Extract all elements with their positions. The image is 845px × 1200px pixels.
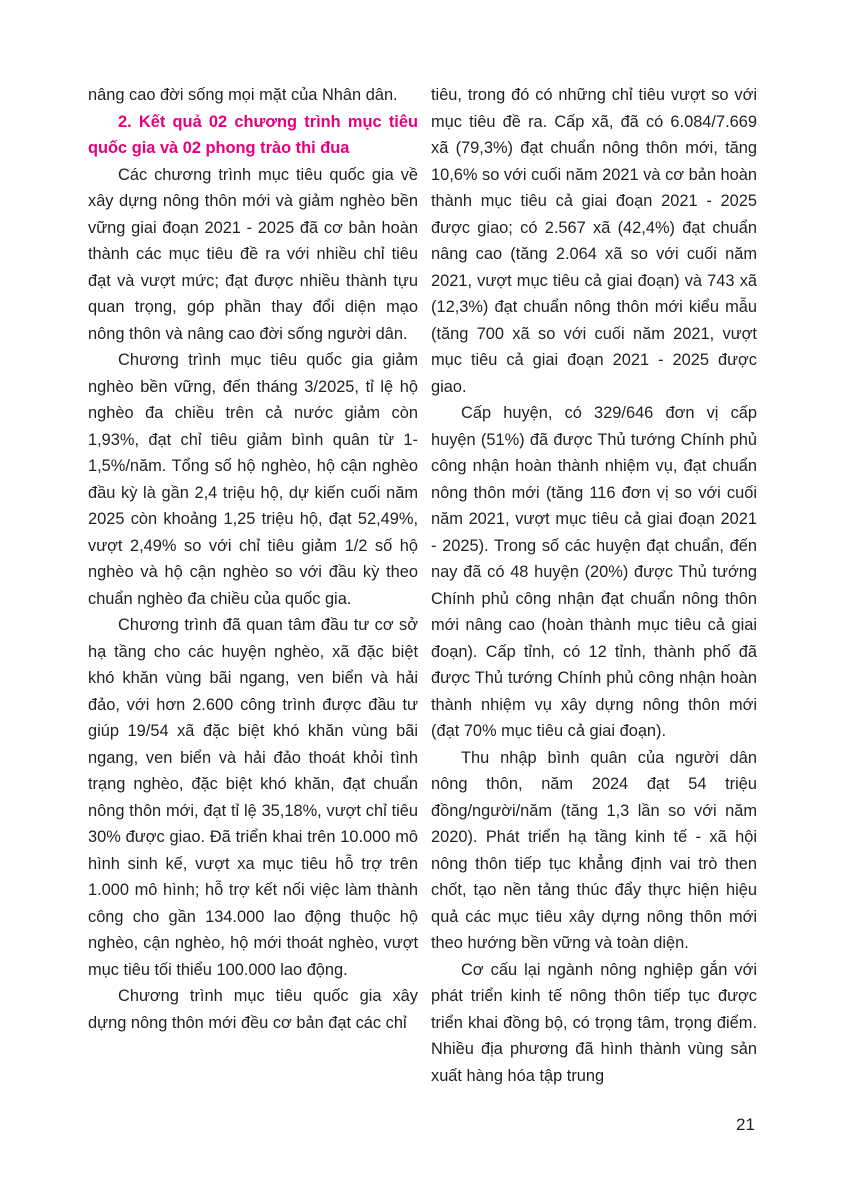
body-paragraph: Cấp huyện, có 329/646 đơn vị cấp huyện (51%) đã được Thủ tướng Chính phủ công nhận hoàn thành nhiệm vụ, đạt chuẩn nông thôn mới (tăng 116 đơn vị so với cuối năm 2021, vượt mục tiêu cả giai đoạn 2021 - 2025). Trong số các huyện đạt chuẩn, đến nay đã có 48 huyện (20%) được Thủ tướng Chính phủ công nhận đạt chuẩn nông thôn mới nâng cao (hoàn thành mục tiêu cả giai đoạn). Cấp tỉnh, có 12 tỉnh, thành phố đã được Thủ tướng Chính phủ công nhận hoàn thành nhiệm vụ xây dựng nông thôn mới (đạt 70% mục tiêu cả giai đoạn). bbox=[431, 404, 757, 740]
continuation-paragraph: nâng cao đời sống mọi mặt của Nhân dân. bbox=[88, 86, 398, 104]
body-paragraph: Chương trình mục tiêu quốc gia xây dựng nông thôn mới đều cơ bản đạt các chỉ bbox=[88, 987, 418, 1032]
left-column bbox=[88, 82, 418, 1036]
body-paragraph: Các chương trình mục tiêu quốc gia về xây dựng nông thôn mới và giảm nghèo bền vững giai đoạn 2021 - 2025 đã cơ bản hoàn thành các mục tiêu đề ra với nhiều chỉ tiêu đạt và vượt mức; đạt được nhiều thành tựu quan trọng, góp phần thay đổi diện mạo nông thôn và nâng cao đời sống người dân. bbox=[88, 165, 418, 343]
continuation-paragraph: tiêu, trong đó có những chỉ tiêu vượt so với mục tiêu đề ra. Cấp xã, đã có 6.084/7.669 xã (79,3%) đạt chuẩn nông thôn mới, tăng 10,6% so với cuối năm 2021 và cơ bản hoàn thành mục tiêu cả giai đoạn 2021 - 2025 được giao; có 2.567 xã (42,4%) đạt chuẩn nâng cao (tăng 2.064 xã so với cuối năm 2021, vượt mục tiêu cả giai đoạn) và 743 xã (12,3%) đạt chuẩn nông thôn mới kiểu mẫu (tăng 700 xã so với cuối năm 2021, vượt mục tiêu cả giai đoạn 2021 - 2025 được giao. bbox=[431, 86, 757, 396]
body-paragraph: Cơ cấu lại ngành nông nghiệp gắn với phát triển kinh tế nông thôn tiếp tục được triển khai đồng bộ, có trọng tâm, trọng điểm. Nhiều địa phương đã hình thành vùng sản xuất hàng hóa tập trung bbox=[431, 960, 757, 1085]
body-paragraph: Chương trình mục tiêu quốc gia giảm nghèo bền vững, đến tháng 3/2025, tỉ lệ hộ nghèo đa chiều trên cả nước giảm còn 1,93%, đạt chỉ tiêu giảm bình quân từ 1-1,5%/năm. Tổng số hộ nghèo, hộ cận nghèo đầu kỳ là gần 2,4 triệu hộ, dự kiến cuối năm 2025 còn khoảng 1,25 triệu hộ, đạt 52,49%, vượt 2,49% so với chỉ tiêu giảm 1/2 số hộ nghèo và hộ cận nghèo so với đầu kỳ theo chuẩn nghèo đa chiều của quốc gia. bbox=[88, 351, 418, 608]
body-paragraph: Thu nhập bình quân của người dân nông thôn, năm 2024 đạt 54 triệu đồng/người/năm (tăng 1,3 lần so với năm 2020). Phát triển hạ tầng kinh tế - xã hội nông thôn tiếp tục khẳng định vai trò then chốt, tạo nền tảng thúc đẩy thực hiện hiệu quả các mục tiêu xây dựng nông thôn mới theo hướng bền vững và toàn diện. bbox=[431, 748, 757, 952]
right-column bbox=[431, 82, 757, 1089]
body-paragraph: Chương trình đã quan tâm đầu tư cơ sở hạ tầng cho các huyện nghèo, xã đặc biệt khó khăn vùng bãi ngang, ven biển và hải đảo, với hơn 2.600 công trình được đầu tư giúp 19/54 xã đặc biệt khó khăn vùng bãi ngang, ven biển và hải đảo thoát khỏi tình trạng nghèo, đặc biệt khó khăn, đạt chuẩn nông thôn mới, đạt tỉ lệ 35,18%, vượt chỉ tiêu 30% được giao. Đã triển khai trên 10.000 mô hình sinh kế, vượt xa mục tiêu hỗ trợ trên 1.000 mô hình; hỗ trợ kết nối việc làm thành công cho gần 134.000 lao động thuộc hộ nghèo, cận nghèo, hộ mới thoát nghèo, vượt mục tiêu tối thiểu 100.000 lao động. bbox=[88, 616, 418, 979]
section-heading: 2. Kết quả 02 chương trình mục tiêu quốc gia và 02 phong trào thi đua bbox=[88, 112, 418, 157]
page-number: 21 bbox=[736, 1115, 755, 1134]
